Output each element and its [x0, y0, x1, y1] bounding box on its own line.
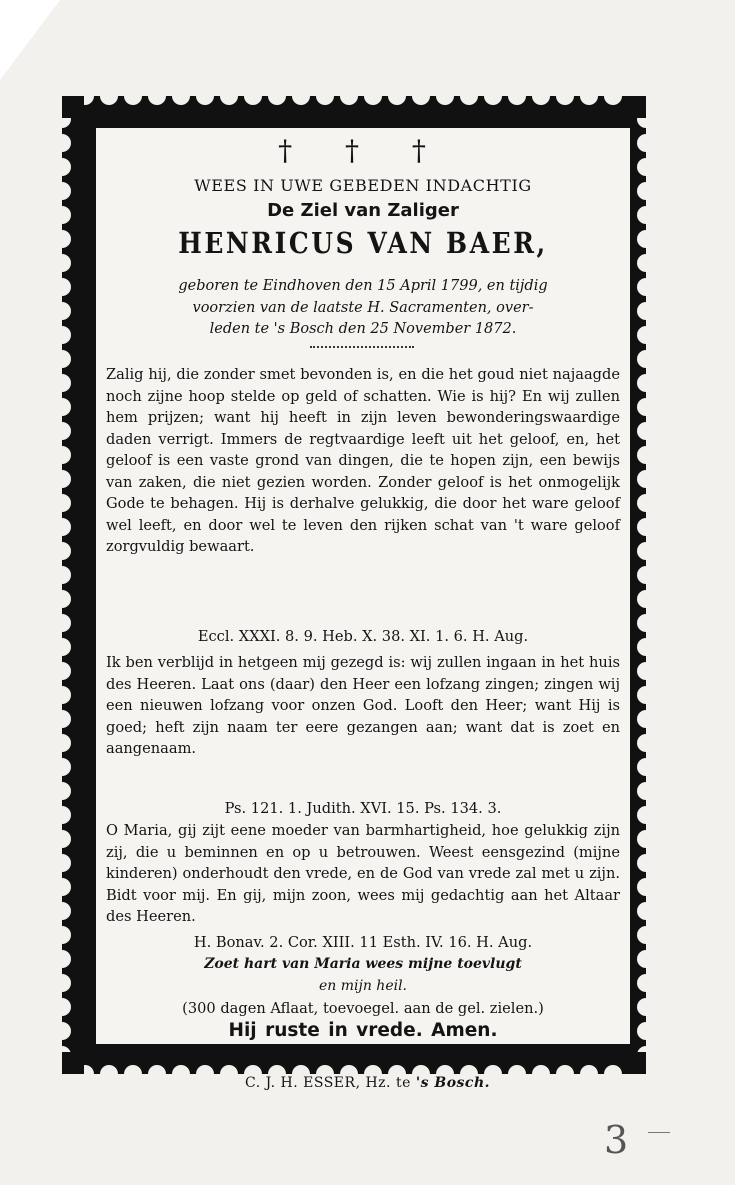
torn-corner: [0, 0, 60, 80]
closing-rest-in-peace: Hij ruste in vrede. Amen.: [228, 1020, 498, 1041]
indulgence-note: (300 dagen Aflaat, toevoegel. aan de gel. zielen.): [182, 1000, 544, 1017]
invocation-heading: WEES IN UWE GEBEDEN INDACHTIG: [194, 176, 532, 195]
handwritten-number: 3: [604, 1118, 629, 1162]
printer-place: 's Bosch.: [415, 1075, 490, 1091]
scripture-reference-1: Eccl. XXXI. 8. 9. Heb. X. 38. XI. 1. 6. H. Aug.: [197, 628, 529, 645]
birth-line-2: voorzien van de laatste H. Sacramenten, over-: [192, 300, 534, 316]
three-crosses-icon: † † †: [278, 134, 448, 167]
dotted-divider: [310, 346, 414, 348]
birth-line-3: leden te 's Bosch den 25 November 1872.: [209, 321, 517, 337]
prayer-paragraph-2: Ik ben verblijd in hetgeen mij gezegd is: wij zullen ingaan in het huis des Heeren. Laat ons (daar) den Heer een lofzang zingen; zingen wij een nieuwen lofzang voor onzen God. Looft den Heer; want Hij is goed; heft zijn naam ter eere gezangen aan; want dat is zoet en aangenaam.: [106, 654, 620, 757]
marian-invocation-line-2: en mijn heil.: [318, 978, 408, 994]
handwritten-dash: [648, 1132, 670, 1133]
soul-line: De Ziel van Zaliger: [267, 200, 459, 221]
scripture-reference-3: H. Bonav. 2. Cor. XIII. 11 Esth. IV. 16. H. Aug.: [193, 934, 533, 951]
prayer-paragraph-3: O Maria, gij zijt eene moeder van barmhartigheid, hoe gelukkig zijn zij, die u beminnen en op u betrouwen. Weest eensgezind (mijne kinderen) onderhoudt den vrede, en de God van vrede zal met u zijn. Bidt voor mij. En gij, mijn zoon, wees mij gedachtig aan het Altaar des Heeren.: [106, 822, 620, 925]
printer-imprint: [60, 1075, 675, 1091]
prayer-paragraph-1: Zalig hij, die zonder smet bevonden is, en die het goud niet najaagde noch zijne hoop stelde op geld of schatten. Wie is hij? En wij zullen hem prijzen; want hij heeft in zijn leven bewonderingswaardige daden verrigt. Immers de regtvaardige leeft uit het geloof, en, het geloof is een vaste grond van dingen, die te hopen zijn, een bewijs van zaken, die niet gezien worden. Zonder geloof is het onmogelijk Gode te behagen. Hij is derhalve gelukkig, die door het ware geloof wel leeft, en door wel te leven den rijken schat van 't ware geloof zorgvuldig bewaart.: [106, 366, 620, 555]
scripture-reference-2: Ps. 121. 1. Judith. XVI. 15. Ps. 134. 3.: [224, 800, 502, 817]
printer-name: C. J. H. ESSER, Hz. te: [245, 1075, 411, 1091]
marian-invocation-line-1: Zoet hart van Maria wees mijne toevlugt: [204, 956, 522, 972]
card-text-panel: [96, 128, 630, 1044]
birth-line-1: geboren te Eindhoven den 15 April 1799, en tijdig: [178, 278, 548, 294]
deceased-name: HENRICUS VAN BAER,: [178, 226, 548, 260]
